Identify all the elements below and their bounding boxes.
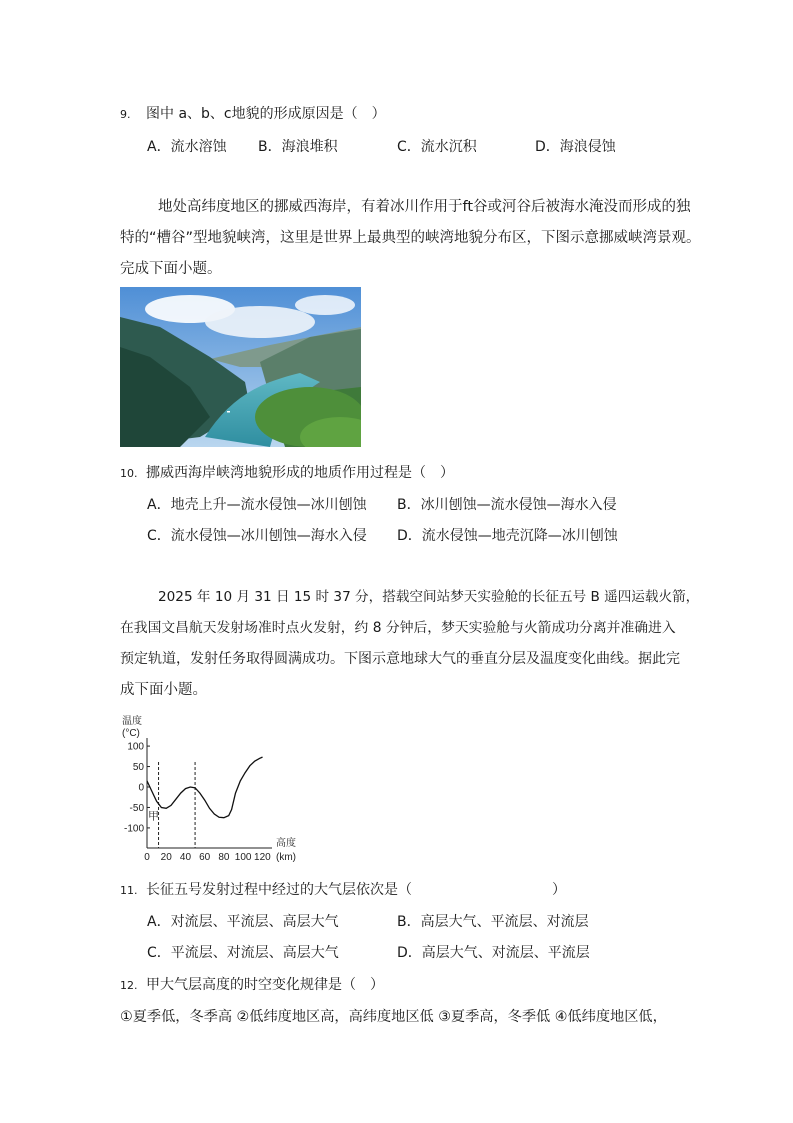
temperature-curve-line <box>147 757 262 818</box>
curve-data-point <box>190 787 191 788</box>
q9-option-c[interactable]: C．流水沉积 <box>397 139 477 155</box>
passage-1-line-2: 特的“槽谷”型地貌峡湾，这里是世界上最典型的峡湾地貌分布区，下图示意挪威峡湾景观。 <box>120 230 701 246</box>
curve-data-point <box>175 799 176 800</box>
question-11-text: 长征五号发射过程中经过的大气层依次是（ ） <box>146 882 566 898</box>
curve-data-point <box>156 801 157 802</box>
question-12-stem <box>120 974 384 994</box>
q10-option-a[interactable]: A．地壳上升—流水侵蚀—冰川刨蚀 <box>147 497 367 513</box>
q11-option-a[interactable]: A．对流层、平流层、高层大气 <box>147 914 339 930</box>
curve-data-point <box>259 758 260 759</box>
curve-data-point <box>219 817 220 818</box>
chart-ylabel-line2: (°C) <box>122 728 140 739</box>
passage-2-line-1: 2025 年 10 月 31 日 15 时 37 分，搭载空间站梦天实验舱的长征五号 B 遥四运载火箭， <box>158 589 700 605</box>
x-tick-label: 100 <box>234 852 252 863</box>
question-10-text: 挪威西海岸峡湾地貌形成的地质作用过程是（ ） <box>146 465 454 481</box>
q9-option-b[interactable]: B．海浪堆积 <box>258 139 338 155</box>
question-10-stem <box>120 462 454 482</box>
curve-data-point <box>224 817 225 818</box>
passage-1-line-3: 完成下面小题。 <box>120 261 222 277</box>
x-tick-label: 120 <box>254 852 271 863</box>
x-tick-label: 20 <box>160 852 172 863</box>
q11-option-b[interactable]: B．高层大气、平流层、对流层 <box>397 914 589 930</box>
x-tick-label: 80 <box>218 852 230 863</box>
q9-option-a[interactable]: A．流水溶蚀 <box>147 139 227 155</box>
q11-option-d[interactable]: D．高层大气、对流层、平流层 <box>397 945 590 961</box>
q9-option-d[interactable]: D．海浪侵蚀 <box>535 139 616 155</box>
curve-data-point <box>262 757 263 758</box>
curve-data-point <box>204 800 205 801</box>
passage-2-line-3: 预定轨道，发射任务取得圆满成功。下图示意地球大气的垂直分层及温度变化曲线。据此完 <box>120 651 680 667</box>
x-tick-label: 40 <box>179 852 192 863</box>
question-11-number: 11. <box>120 884 138 897</box>
q10-option-b[interactable]: B．冰川刨蚀—流水侵蚀—海水入侵 <box>397 497 617 513</box>
y-tick-label: 0 <box>138 782 144 794</box>
x-tick-label: 60 <box>199 852 211 863</box>
curve-data-point <box>195 787 196 788</box>
q11-option-c[interactable]: C．平流层、对流层、高层大气 <box>147 945 339 961</box>
question-12-text: 甲大气层高度的时空变化规律是（ ） <box>146 977 384 993</box>
passage-2-line-2: 在我国文昌航天发射场准时点火发射，约 8 分钟后，梦天实验舱与火箭成功分离并准确进入 <box>120 620 676 636</box>
curve-data-point <box>171 805 172 806</box>
fjord-photo <box>120 287 361 447</box>
question-9-stem <box>120 103 386 123</box>
curve-data-point <box>235 793 236 794</box>
passage-1-line-1: 地处高纬度地区的挪威西海岸，有着冰川作用于ft谷或河谷后被海水淹没而形成的独 <box>158 199 691 215</box>
chart-annotation-jia: 甲 <box>147 810 159 823</box>
q10-option-c[interactable]: C．流水侵蚀—冰川刨蚀—海水入侵 <box>147 528 367 544</box>
atmosphere-temperature-chart <box>116 712 306 864</box>
curve-data-point <box>209 808 210 809</box>
curve-data-point <box>185 788 186 789</box>
curve-data-point <box>228 815 229 816</box>
curve-data-point <box>254 761 255 762</box>
chart-xlabel-line2: (km) <box>276 852 296 863</box>
curve-data-point <box>166 808 167 809</box>
question-12-statements: ①夏季低，冬季高 ②低纬度地区高，高纬度地区低 ③夏季高，冬季低 ④低纬度地区低， <box>120 1009 667 1025</box>
curve-data-point <box>161 807 162 808</box>
question-10-number: 10. <box>120 467 138 480</box>
curve-data-point <box>199 793 200 794</box>
question-9-number: 9. <box>120 108 131 121</box>
q10-option-d[interactable]: D．流水侵蚀—地壳沉降—冰川刨蚀 <box>397 528 618 544</box>
curve-data-point <box>240 780 241 781</box>
curve-data-point <box>214 814 215 815</box>
chart-svg <box>116 712 306 864</box>
y-tick-label: -100 <box>123 823 144 835</box>
question-9-text: 图中 a、b、c地貌的形成原因是（ ） <box>146 106 386 122</box>
curve-data-point <box>151 791 152 792</box>
curve-data-point <box>147 780 148 781</box>
passage-2-line-4: 成下面小题。 <box>120 682 207 698</box>
question-12-number: 12. <box>120 979 138 992</box>
curve-data-point <box>180 793 181 794</box>
question-11-stem <box>120 879 566 899</box>
y-tick-label: -50 <box>129 802 144 814</box>
y-tick-label: 100 <box>127 741 144 753</box>
y-tick-label: 50 <box>132 762 144 774</box>
x-tick-label: 0 <box>144 852 150 863</box>
curve-data-point <box>245 772 246 773</box>
curve-data-point <box>231 809 232 810</box>
chart-xlabel-line1: 高度 <box>276 838 296 849</box>
chart-ylabel-line1: 温度 <box>122 716 142 727</box>
curve-data-point <box>249 765 250 766</box>
